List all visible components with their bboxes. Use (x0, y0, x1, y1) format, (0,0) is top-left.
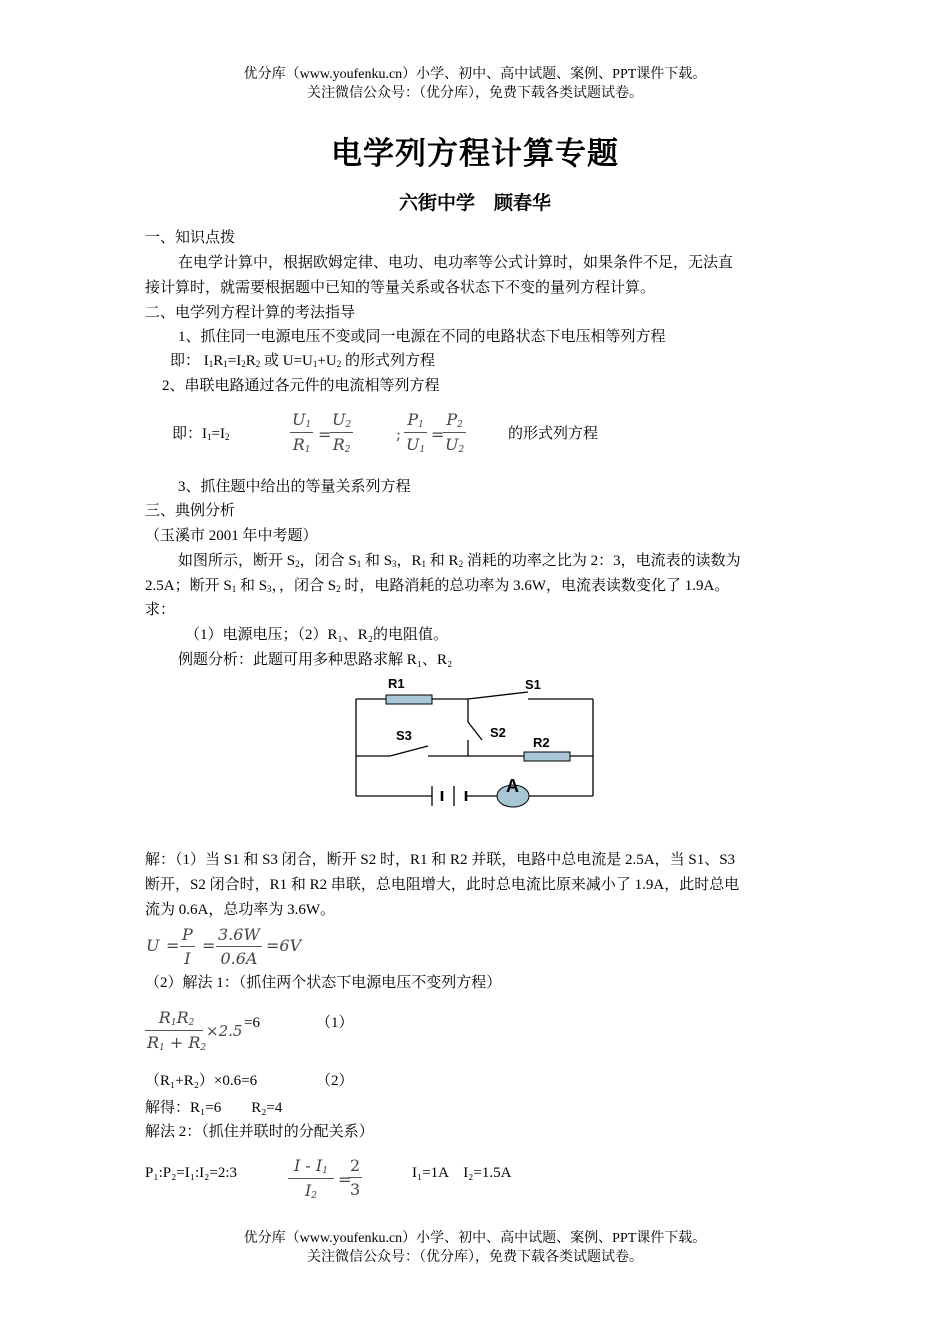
problem-line-1: 如图所示，断开 $S_2$，闭合 $S_1$ 和 $S_3$，$R_1$ 和 $R_2$ 消耗的功率之比为 2：3，电流表的读数为 (178, 553, 741, 569)
circuit-label-r2: R2 (533, 735, 550, 750)
fraction-current-ratio: I - $I_1$ $I_2$ (288, 1156, 334, 1201)
problem-analysis: 例题分析：此题可用多种思路求解 R₁、R₂ (178, 652, 453, 668)
author: 六街中学 顾春华 (398, 192, 551, 214)
problem-questions: （1）电源电压；（2）R₁、R₂的电阻值。 (185, 627, 448, 643)
method-2-heading: 解法 2：（抓住并联时的分配关系） (145, 1124, 374, 1140)
eq2: （R₁+R₂）×0.6=6 (145, 1073, 258, 1089)
eq1-number: （1） (316, 1015, 354, 1031)
resistor-r2 (524, 752, 570, 761)
fraction-u2-r2: $U_2$ $R_2$ (332, 410, 352, 455)
eq-u-rhs: =6V (266, 936, 302, 955)
section-3-heading: 三、典例分析 (145, 503, 236, 519)
eq1-rhs: =6 (244, 1015, 260, 1031)
fraction-power-over-current: 3.6W 0.6A (218, 925, 260, 968)
page-title: 电学列方程计算专题 (331, 136, 619, 172)
fraction-two-thirds: 2 3 (350, 1156, 361, 1199)
problem-source: （玉溪市 2001 年中考题） (145, 528, 318, 544)
fraction-p2-u2: $P_2$ $U_2$ (445, 410, 465, 455)
circuit-label-s3: S3 (396, 728, 412, 743)
equals-sign: = (338, 1170, 352, 1189)
section-2-heading: 二、电学列方程计算的考法指导 (145, 305, 356, 321)
method-2-formula: 即：$I_1=I_2$ (172, 426, 230, 442)
solution-line-2: 断开，S2 闭合时，R1 和 R2 串联，总电阻增大，此时总电流比原来减小了 1.9A，此时总电 (145, 877, 740, 893)
eq-u-lhs: U (146, 936, 160, 955)
solution-line-1: 解：（1）当 S1 和 S3 闭合，断开 S2 时，R1 和 R2 并联，电路中总电流是 2.5A，当 S1、S3 (145, 852, 736, 868)
equals-sign: = (166, 936, 180, 955)
method-1-formula: 即： $I_1R_1=I_2R_2$ 或 $U=U_1+U_2$ 的形式列方程 (170, 353, 435, 369)
fraction-p-over-i: P I (182, 925, 193, 968)
equals-sign: = (431, 425, 445, 444)
semicolon: ; (396, 425, 402, 443)
header-line-1: 优分库（www.youfenku.cn）小学、初中、高中试题、案例、PPT课件下载。 (243, 67, 707, 82)
solution-line-3: 流为 0.6A，总功率为 3.6W。 (145, 902, 335, 918)
circuit-diagram (340, 672, 610, 812)
power-ratio: P₁:P₂=I₁:I₂=2:3 (145, 1165, 238, 1181)
circuit-label-s1: S1 (525, 677, 541, 692)
section-1-para-line-2: 接计算时，就需要根据题中已知的等量关系或各状态下不变的量列方程计算。 (145, 280, 656, 296)
method-2: 2、串联电路通过各元件的电流相等列方程 (162, 378, 440, 394)
method-1-heading: （2）解法 1：（抓住两个状态下电源电压不变列方程） (145, 975, 502, 991)
problem-line-2: 2.5A；断开 $S_1$ 和 $S_3$，，闭合 $S_2$ 时，电路消耗的总功率为 3.6W，电流表读数变化了 1.9A。 (145, 578, 730, 594)
problem-line-3: 求： (145, 602, 176, 618)
method-1-result: 解得：R₁=6 R₂=4 (145, 1100, 283, 1116)
circuit-label-r1: R1 (388, 676, 405, 691)
fraction-u1-r1: $U_1$ $R_1$ (292, 410, 312, 455)
eq2-number: （2） (316, 1073, 354, 1089)
resistor-r1 (386, 695, 432, 704)
battery (432, 786, 466, 806)
fraction-parallel-resistance: $R_1R_2$ $R_1 + R_2$ (147, 1008, 207, 1053)
method-1: 1、抓住同一电源电压不变或同一电源在不同的电路状态下电压相等列方程 (178, 329, 666, 345)
branch-currents: I₁=1A I₂=1.5A (412, 1165, 512, 1181)
section-1-para-line-1: 在电学计算中，根据欧姆定律、电功、电功率等公式计算时，如果条件不足，无法直 (178, 255, 734, 271)
header-line-2: 关注微信公众号：（优分库），免费下载各类试题试卷。 (307, 86, 643, 101)
method-3: 3、抓住题中给出的等量关系列方程 (178, 479, 411, 495)
eq1-multiplier: ×2.5 (206, 1022, 243, 1040)
footer-line-2: 关注微信公众号：（优分库），免费下载各类试题试卷。 (307, 1250, 643, 1265)
equals-sign: = (318, 425, 332, 444)
equals-sign: = (202, 936, 216, 955)
method-2-tail: 的形式列方程 (508, 426, 599, 442)
footer-line-1: 优分库（www.youfenku.cn）小学、初中、高中试题、案例、PPT课件下载。 (243, 1231, 707, 1246)
circuit-label-s2: S2 (490, 725, 506, 740)
circuit-label-a: A (506, 776, 519, 796)
section-1-heading: 一、知识点拨 (145, 230, 236, 246)
fraction-p1-u1: $P_1$ $U_1$ (406, 410, 426, 455)
